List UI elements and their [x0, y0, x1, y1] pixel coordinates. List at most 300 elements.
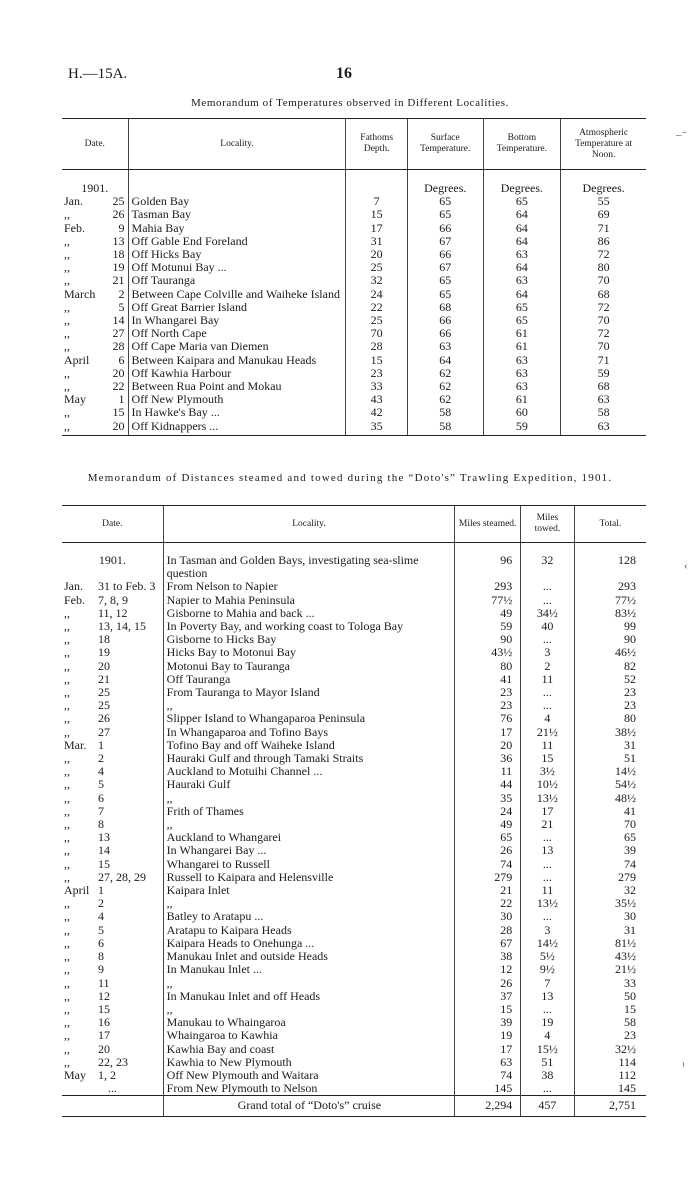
row-total: 33 [574, 977, 646, 990]
row-towed: 19 [521, 1016, 574, 1029]
row-day: 9 [98, 962, 104, 977]
row-steamed: 38 [455, 950, 521, 963]
row-bottom: 64 [483, 235, 561, 248]
row-day: 27, 28, 29 [98, 869, 146, 884]
row-locality: Off New Plymouth [128, 393, 346, 406]
distance-row [62, 792, 646, 805]
row-fathoms: 25 [346, 261, 408, 274]
row-month: ,, [64, 405, 70, 420]
row-total: 46½ [574, 646, 646, 659]
row-month: April [64, 883, 90, 898]
distance-row [62, 673, 646, 686]
temperatures-title: Memorandum of Temperatures observed in Different Localities. [191, 97, 509, 109]
row-day: 20 [98, 1041, 110, 1056]
row-atmospheric: 86 [561, 235, 646, 248]
row-date [62, 726, 163, 739]
row-towed: 15 [521, 752, 574, 765]
temperatures-header-row [62, 119, 646, 170]
row-surface: 63 [407, 340, 483, 353]
row-month: ,, [64, 790, 70, 805]
row-fathoms: 31 [346, 235, 408, 248]
row-locality: ,, [163, 977, 454, 990]
col-locality: Locality. [163, 506, 454, 543]
row-surface: 62 [407, 393, 483, 406]
row-towed: ... [521, 580, 574, 593]
row-day: 11 [98, 975, 110, 990]
row-total: 23 [574, 1029, 646, 1042]
row-date [62, 805, 163, 818]
row-date [62, 660, 163, 673]
row-total: 80 [574, 712, 646, 725]
row-steamed: 63 [455, 1056, 521, 1069]
row-locality: In Manukau Inlet ... [163, 963, 454, 976]
row-month: ,, [64, 1041, 70, 1056]
row-day: 5 [118, 299, 125, 314]
row-surface: 65 [407, 195, 483, 208]
row-month: ,, [64, 632, 70, 647]
row-locality: Tasman Bay [128, 208, 346, 221]
distances-header-row [62, 506, 646, 543]
distance-row [62, 897, 646, 910]
row-locality: Aratapu to Kaipara Heads [163, 924, 454, 937]
row-total: 39 [574, 844, 646, 857]
margin-mark: –⁻ [676, 129, 688, 141]
temperature-row [62, 406, 646, 419]
row-steamed: 36 [455, 752, 521, 765]
row-month: ,, [64, 711, 70, 726]
distance-row [62, 712, 646, 725]
row-total: 52 [574, 673, 646, 686]
row-total: 114 [574, 1056, 646, 1069]
row-month: ,, [64, 1054, 70, 1069]
grand-total-total: 2,751 [574, 1096, 646, 1116]
distance-row [62, 977, 646, 990]
row-surface: 66 [407, 248, 483, 261]
row-steamed: 90 [455, 633, 521, 646]
row-locality: Whaingaroa to Kawhia [163, 1029, 454, 1042]
row-day: 1 [98, 883, 104, 898]
row-locality: ,, [163, 897, 454, 910]
row-date [62, 699, 163, 712]
row-total: 99 [574, 620, 646, 633]
grand-total-steamed: 2,294 [455, 1096, 521, 1116]
row-towed: ... [521, 871, 574, 884]
row-surface: 64 [407, 354, 483, 367]
row-surface: 66 [407, 222, 483, 235]
row-total: 77½ [574, 594, 646, 607]
row-total: 48½ [574, 792, 646, 805]
row-steamed: 17 [455, 726, 521, 739]
row-day: 18 [112, 247, 125, 262]
row-fathoms: 28 [346, 340, 408, 353]
row-bottom: 65 [483, 301, 561, 314]
row-total: 65 [574, 831, 646, 844]
row-day: 16 [98, 1015, 110, 1030]
row-day: 15 [98, 856, 110, 871]
row-surface: 67 [407, 235, 483, 248]
row-fathoms: 35 [346, 420, 408, 436]
row-towed: 13 [521, 990, 574, 1003]
row-total: 23 [574, 699, 646, 712]
row-date [62, 844, 163, 857]
row-total: 51 [574, 752, 646, 765]
row-total: 54½ [574, 778, 646, 791]
col-total: Total. [574, 506, 646, 543]
row-date [62, 963, 163, 976]
row-month: ,, [64, 207, 70, 222]
row-month: ,, [64, 962, 70, 977]
row-date [62, 620, 163, 633]
row-surface: 62 [407, 380, 483, 393]
row-date [62, 712, 163, 725]
row-locality: Off North Cape [128, 327, 346, 340]
row-locality: Kawhia to New Plymouth [163, 1056, 454, 1069]
row-locality: ,, [163, 1003, 454, 1016]
row-fathoms: 15 [346, 208, 408, 221]
row-date [62, 739, 163, 752]
row-day: 8 [98, 817, 104, 832]
row-day: 22 [112, 379, 125, 394]
row-date [62, 673, 163, 686]
col-surface: Surface Temperature. [407, 119, 483, 170]
row-day: 4 [98, 909, 104, 924]
row-fathoms: 17 [346, 222, 408, 235]
row-month: ,, [64, 949, 70, 964]
row-locality: In Poverty Bay, and working coast to Tologa Bay [163, 620, 454, 633]
col-locality: Locality. [128, 119, 346, 170]
row-day: 27 [112, 326, 125, 341]
row-date [62, 686, 163, 699]
row-bottom: 64 [483, 261, 561, 274]
row-fathoms: 42 [346, 406, 408, 419]
margin-mark: ‹ [684, 560, 688, 572]
row-day: 26 [98, 711, 110, 726]
row-month: ,, [64, 299, 70, 314]
row-locality: Russell to Kaipara and Helensville [163, 871, 454, 884]
row-month: Jan. [64, 194, 83, 209]
distance-row [62, 594, 646, 607]
col-steamed: Miles steamed. [455, 506, 521, 543]
row-month: Jan. [64, 579, 83, 594]
row-date [62, 937, 163, 950]
row-locality: Off New Plymouth and Waitara [163, 1069, 454, 1082]
temperatures-body [62, 170, 646, 436]
row-month: ,, [64, 671, 70, 686]
distance-row [62, 686, 646, 699]
row-steamed: 43½ [455, 646, 521, 659]
row-date [62, 1016, 163, 1029]
row-day: 25 [98, 685, 110, 700]
row-day: 11, 12 [98, 605, 128, 620]
row-month: ,, [64, 365, 70, 380]
row-towed: 4 [521, 712, 574, 725]
row-towed: 38 [521, 1069, 574, 1082]
row-date [62, 633, 163, 646]
distance-row [62, 910, 646, 923]
row-locality: In Whangarei Bay ... [163, 844, 454, 857]
row-month: ,, [64, 764, 70, 779]
row-date [62, 884, 163, 897]
distance-row [62, 1029, 646, 1042]
row-towed: 11 [521, 884, 574, 897]
row-day: 12 [98, 988, 110, 1003]
row-steamed: 26 [455, 977, 521, 990]
row-steamed: 74 [455, 1069, 521, 1082]
row-steamed: 23 [455, 686, 521, 699]
row-day: 19 [112, 260, 125, 275]
distance-row [62, 660, 646, 673]
distances-table [62, 505, 646, 1117]
row-fathoms: 32 [346, 274, 408, 287]
row-surface: 65 [407, 208, 483, 221]
row-date [62, 990, 163, 1003]
row-steamed: 41 [455, 673, 521, 686]
row-towed: ... [521, 1003, 574, 1016]
row-day: 1, 2 [98, 1067, 116, 1082]
row-locality: Auckland to Motuihi Channel ... [163, 765, 454, 778]
row-month: Mar. [64, 737, 87, 752]
distance-row [62, 620, 646, 633]
row-total: 30 [574, 910, 646, 923]
row-locality: Hauraki Gulf and through Tamaki Straits [163, 752, 454, 765]
row-day: 2 [98, 751, 104, 766]
row-locality: In Manukau Inlet and off Heads [163, 990, 454, 1003]
row-day: 15 [98, 1001, 110, 1016]
distance-row [62, 1069, 646, 1082]
row-fathoms: 43 [346, 393, 408, 406]
temperature-row [62, 288, 646, 301]
row-towed: ... [521, 831, 574, 844]
col-towed: Miles towed. [521, 506, 574, 543]
row-bottom: 65 [483, 195, 561, 208]
row-day: 14 [112, 313, 125, 328]
row-steamed: 96 [455, 554, 521, 580]
row-day: 7, 8, 9 [98, 592, 128, 607]
row-towed: 4 [521, 1029, 574, 1042]
row-date [62, 910, 163, 923]
temperature-row [62, 354, 646, 367]
row-total: 21½ [574, 963, 646, 976]
row-atmospheric: 68 [561, 380, 646, 393]
row-locality: Off Great Barrier Island [128, 301, 346, 314]
grand-total-row [62, 1096, 646, 1116]
row-atmospheric: 70 [561, 340, 646, 353]
row-locality: Whangarei to Russell [163, 858, 454, 871]
row-steamed: 19 [455, 1029, 521, 1042]
row-month: Feb. [64, 220, 85, 235]
row-day: 1901. [98, 553, 126, 567]
row-month: ,, [64, 658, 70, 673]
row-steamed: 11 [455, 765, 521, 778]
row-steamed: 28 [455, 924, 521, 937]
row-month: May [64, 392, 86, 407]
temperature-row [62, 208, 646, 221]
page-header [0, 66, 700, 86]
row-total: 70 [574, 818, 646, 831]
row-fathoms: 23 [346, 367, 408, 380]
document-reference: H.—15A. [68, 66, 128, 82]
row-steamed: 279 [455, 871, 521, 884]
row-day: 6 [98, 935, 104, 950]
row-towed: 51 [521, 1056, 574, 1069]
row-locality: Off Cape Maria van Diemen [128, 340, 346, 353]
row-day: 13 [112, 233, 125, 248]
distance-row [62, 1043, 646, 1056]
row-steamed: 22 [455, 897, 521, 910]
temperature-row [62, 420, 646, 436]
row-towed: 11 [521, 739, 574, 752]
row-steamed: 65 [455, 831, 521, 844]
row-atmospheric: 69 [561, 208, 646, 221]
row-day: 9 [118, 220, 125, 235]
row-day: 19 [98, 645, 110, 660]
distance-row [62, 778, 646, 791]
row-total: 82 [574, 660, 646, 673]
row-towed: 15½ [521, 1043, 574, 1056]
row-towed: 13½ [521, 897, 574, 910]
row-month: May [64, 1067, 86, 1082]
row-atmospheric: 68 [561, 288, 646, 301]
row-day: 20 [112, 365, 125, 380]
row-month: ,, [64, 777, 70, 792]
margin-mark: ⁾ [682, 1061, 685, 1073]
distances-title: Memorandum of Distances steamed and towed during the “Doto's” Trawling Expedition, 1901. [87, 472, 613, 484]
year-label: 1901. [81, 181, 109, 195]
row-atmospheric: 72 [561, 248, 646, 261]
row-date [62, 778, 163, 791]
row-towed: ... [521, 633, 574, 646]
row-day: ... [107, 1081, 117, 1096]
distance-row [62, 1056, 646, 1069]
row-surface: 68 [407, 301, 483, 314]
row-month: ,, [64, 619, 70, 634]
row-surface: 66 [407, 314, 483, 327]
col-bottom: Bottom Temperature. [483, 119, 561, 170]
row-month: ,, [64, 685, 70, 700]
distance-row [62, 633, 646, 646]
row-month: ,, [64, 922, 70, 937]
row-month: ,, [62, 420, 110, 436]
col-date: Date. [62, 506, 163, 543]
row-locality: Slipper Island to Whangaparoa Peninsula [163, 712, 454, 725]
row-atmospheric: 72 [561, 327, 646, 340]
row-locality: Off Tauranga [163, 673, 454, 686]
row-surface: 65 [407, 288, 483, 301]
row-locality: In Tasman and Golden Bays, investigating sea-slime question [163, 554, 454, 580]
distance-row [62, 646, 646, 659]
row-month: ,, [64, 313, 70, 328]
row-day: 28 [112, 339, 125, 354]
row-locality: Auckland to Whangarei [163, 831, 454, 844]
row-day: 4 [98, 764, 104, 779]
row-atmospheric: 71 [561, 354, 646, 367]
temperature-row [62, 340, 646, 353]
row-steamed: 35 [455, 792, 521, 805]
distance-row [62, 1003, 646, 1016]
row-locality: ,, [163, 818, 454, 831]
row-total: 81½ [574, 937, 646, 950]
row-locality: Manukau Inlet and outside Heads [163, 950, 454, 963]
row-bottom: 61 [483, 327, 561, 340]
row-locality: Off Hicks Bay [128, 248, 346, 261]
row-towed: 2 [521, 660, 574, 673]
row-month: ,, [64, 247, 70, 262]
row-date [62, 924, 163, 937]
row-locality: Off Tauranga [128, 274, 346, 287]
row-date [62, 554, 163, 580]
row-locality: Between Kaipara and Manukau Heads [128, 354, 346, 367]
row-total: 145 [574, 1082, 646, 1096]
distance-row [62, 554, 646, 580]
distance-row [62, 805, 646, 818]
row-month: ,, [64, 803, 70, 818]
row-locality: Napier to Mahia Peninsula [163, 594, 454, 607]
row-steamed: 30 [455, 910, 521, 923]
row-day: 1 [98, 737, 104, 752]
row-towed: ... [521, 910, 574, 923]
row-total: 38½ [574, 726, 646, 739]
row-day: 7 [98, 803, 104, 818]
row-day: 31 to Feb. 3 [98, 579, 156, 594]
row-month: ,, [64, 724, 70, 739]
distance-row [62, 765, 646, 778]
row-fathoms: 20 [346, 248, 408, 261]
row-atmospheric: 80 [561, 261, 646, 274]
distance-row [62, 858, 646, 871]
row-towed: 10½ [521, 778, 574, 791]
row-month: ,, [64, 260, 70, 275]
temperature-row [62, 274, 646, 287]
row-bottom: 61 [483, 340, 561, 353]
distance-row [62, 990, 646, 1003]
row-towed: 3½ [521, 765, 574, 778]
row-locality: Frith of Thames [163, 805, 454, 818]
row-steamed: 74 [455, 858, 521, 871]
row-towed: 17 [521, 805, 574, 818]
row-locality: Off Gable End Foreland [128, 235, 346, 248]
row-month: ,, [64, 326, 70, 341]
row-locality: Kawhia Bay and coast [163, 1043, 454, 1056]
row-month: March [64, 286, 96, 301]
row-month: ,, [64, 233, 70, 248]
page-number: 16 [336, 65, 352, 82]
distance-row [62, 963, 646, 976]
row-day: 22, 23 [98, 1054, 128, 1069]
row-atmospheric: 70 [561, 314, 646, 327]
row-total: 43½ [574, 950, 646, 963]
row-date [62, 646, 163, 659]
row-steamed: 23 [455, 699, 521, 712]
row-steamed: 15 [455, 1003, 521, 1016]
grand-total-towed: 457 [521, 1096, 574, 1116]
row-steamed: 49 [455, 607, 521, 620]
row-day: 15 [112, 405, 125, 420]
row-surface: 62 [407, 367, 483, 380]
row-total: 90 [574, 633, 646, 646]
row-towed: 13½ [521, 792, 574, 805]
distance-row [62, 884, 646, 897]
row-steamed: 21 [455, 884, 521, 897]
row-towed: ... [521, 858, 574, 871]
row-month: ,, [64, 339, 70, 354]
row-date [62, 818, 163, 831]
row-towed: 5½ [521, 950, 574, 963]
row-bottom: 59 [483, 420, 561, 436]
row-steamed: 20 [455, 739, 521, 752]
distance-row [62, 844, 646, 857]
row-month: ,, [64, 645, 70, 660]
row-towed: ... [521, 594, 574, 607]
